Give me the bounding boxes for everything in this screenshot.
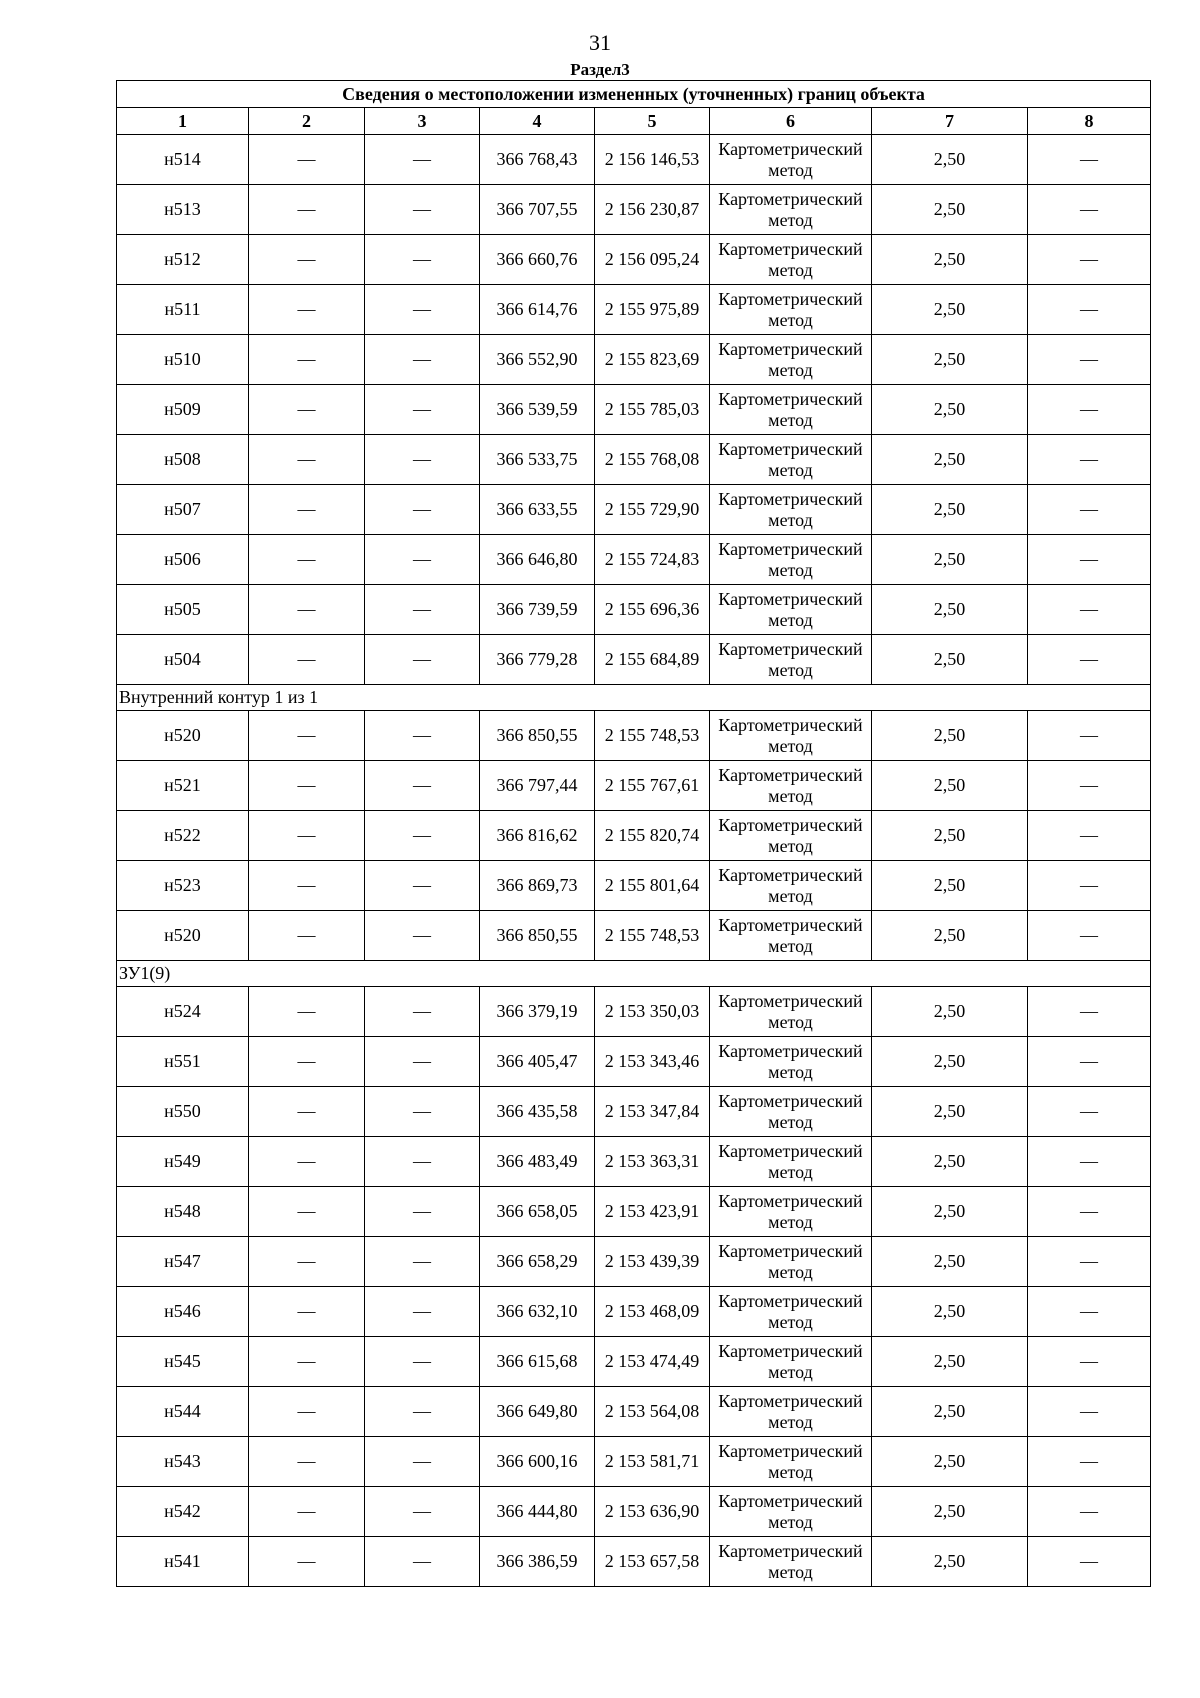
col8-cell: — [1028, 535, 1151, 585]
y-coordinate-cell: 2 153 423,91 [595, 1187, 710, 1237]
col2-cell: — [249, 1487, 365, 1537]
group-header-row [117, 961, 1151, 987]
method-cell: Картометрический метод [710, 185, 872, 235]
column-header: 7 [872, 108, 1028, 135]
page-number: 31 [589, 30, 611, 55]
table-row [117, 987, 1151, 1037]
method-cell: Картометрический метод [710, 285, 872, 335]
table-row [117, 1387, 1151, 1437]
accuracy-cell: 2,50 [872, 861, 1028, 911]
col3-cell: — [365, 335, 480, 385]
y-coordinate-cell: 2 153 363,31 [595, 1137, 710, 1187]
col8-cell: — [1028, 1437, 1151, 1487]
col2-cell: — [249, 987, 365, 1037]
method-cell: Картометрический метод [710, 911, 872, 961]
point-number-cell: н550 [117, 1087, 249, 1137]
col3-cell: — [365, 485, 480, 535]
x-coordinate-cell: 366 379,19 [480, 987, 595, 1037]
y-coordinate-cell: 2 153 581,71 [595, 1437, 710, 1487]
col3-cell: — [365, 535, 480, 585]
method-cell: Картометрический метод [710, 1437, 872, 1487]
y-coordinate-cell: 2 153 474,49 [595, 1337, 710, 1387]
x-coordinate-cell: 366 739,59 [480, 585, 595, 635]
col8-cell: — [1028, 135, 1151, 185]
table-caption: Сведения о местоположении измененных (уточненных) границ объекта [117, 81, 1151, 108]
col2-cell: — [249, 335, 365, 385]
accuracy-cell: 2,50 [872, 1537, 1028, 1587]
x-coordinate-cell: 366 850,55 [480, 711, 595, 761]
col8-cell: — [1028, 285, 1151, 335]
col8-cell: — [1028, 1387, 1151, 1437]
col3-cell: — [365, 635, 480, 685]
point-number-cell: н504 [117, 635, 249, 685]
table-row [117, 1487, 1151, 1537]
column-header: 5 [595, 108, 710, 135]
point-number-cell: н512 [117, 235, 249, 285]
accuracy-cell: 2,50 [872, 1037, 1028, 1087]
table-row [117, 1087, 1151, 1137]
method-cell: Картометрический метод [710, 1037, 872, 1087]
x-coordinate-cell: 366 707,55 [480, 185, 595, 235]
col3-cell: — [365, 1337, 480, 1387]
col2-cell: — [249, 1087, 365, 1137]
x-coordinate-cell: 366 435,58 [480, 1087, 595, 1137]
accuracy-cell: 2,50 [872, 635, 1028, 685]
x-coordinate-cell: 366 850,55 [480, 911, 595, 961]
table-row [117, 135, 1151, 185]
table-row [117, 1237, 1151, 1287]
method-cell: Картометрический метод [710, 535, 872, 585]
table-row [117, 861, 1151, 911]
table-row [117, 911, 1151, 961]
col2-cell: — [249, 1037, 365, 1087]
table-row [117, 635, 1151, 685]
col2-cell: — [249, 385, 365, 435]
table-row [117, 1437, 1151, 1487]
col2-cell: — [249, 185, 365, 235]
col8-cell: — [1028, 435, 1151, 485]
method-cell: Картометрический метод [710, 1337, 872, 1387]
group-header-row [117, 685, 1151, 711]
col8-cell: — [1028, 1237, 1151, 1287]
group-label: Внутренний контур 1 из 1 [117, 685, 1151, 711]
point-number-cell: н508 [117, 435, 249, 485]
y-coordinate-cell: 2 155 748,53 [595, 711, 710, 761]
col3-cell: — [365, 585, 480, 635]
accuracy-cell: 2,50 [872, 585, 1028, 635]
x-coordinate-cell: 366 552,90 [480, 335, 595, 385]
col3-cell: — [365, 711, 480, 761]
y-coordinate-cell: 2 155 820,74 [595, 811, 710, 861]
method-cell: Картометрический метод [710, 811, 872, 861]
method-cell: Картометрический метод [710, 1287, 872, 1337]
col3-cell: — [365, 185, 480, 235]
col8-cell: — [1028, 485, 1151, 535]
accuracy-cell: 2,50 [872, 1237, 1028, 1287]
table-row [117, 1287, 1151, 1337]
col3-cell: — [365, 911, 480, 961]
accuracy-cell: 2,50 [872, 1287, 1028, 1337]
point-number-cell: н510 [117, 335, 249, 385]
col3-cell: — [365, 1237, 480, 1287]
col2-cell: — [249, 711, 365, 761]
col3-cell: — [365, 761, 480, 811]
col8-cell: — [1028, 1187, 1151, 1237]
point-number-cell: н551 [117, 1037, 249, 1087]
y-coordinate-cell: 2 155 801,64 [595, 861, 710, 911]
col8-cell: — [1028, 761, 1151, 811]
col3-cell: — [365, 1437, 480, 1487]
method-cell: Картометрический метод [710, 1087, 872, 1137]
col3-cell: — [365, 1287, 480, 1337]
method-cell: Картометрический метод [710, 485, 872, 535]
x-coordinate-cell: 366 600,16 [480, 1437, 595, 1487]
col3-cell: — [365, 811, 480, 861]
method-cell: Картометрический метод [710, 711, 872, 761]
accuracy-cell: 2,50 [872, 1337, 1028, 1387]
point-number-cell: н506 [117, 535, 249, 585]
col2-cell: — [249, 1237, 365, 1287]
x-coordinate-cell: 366 444,80 [480, 1487, 595, 1537]
point-number-cell: н546 [117, 1287, 249, 1337]
column-header: 2 [249, 108, 365, 135]
accuracy-cell: 2,50 [872, 485, 1028, 535]
col2-cell: — [249, 1337, 365, 1387]
y-coordinate-cell: 2 156 230,87 [595, 185, 710, 235]
col3-cell: — [365, 1187, 480, 1237]
method-cell: Картометрический метод [710, 235, 872, 285]
method-cell: Картометрический метод [710, 1537, 872, 1587]
point-number-cell: н545 [117, 1337, 249, 1387]
point-number-cell: н514 [117, 135, 249, 185]
col8-cell: — [1028, 1137, 1151, 1187]
col8-cell: — [1028, 1487, 1151, 1537]
y-coordinate-cell: 2 155 684,89 [595, 635, 710, 685]
col2-cell: — [249, 435, 365, 485]
accuracy-cell: 2,50 [872, 335, 1028, 385]
column-header: 1 [117, 108, 249, 135]
col8-cell: — [1028, 1287, 1151, 1337]
method-cell: Картометрический метод [710, 861, 872, 911]
col2-cell: — [249, 811, 365, 861]
point-number-cell: н543 [117, 1437, 249, 1487]
table-row [117, 1337, 1151, 1387]
col3-cell: — [365, 987, 480, 1037]
col8-cell: — [1028, 335, 1151, 385]
table-row [117, 1187, 1151, 1237]
col8-cell: — [1028, 635, 1151, 685]
y-coordinate-cell: 2 153 564,08 [595, 1387, 710, 1437]
table-row [117, 385, 1151, 435]
method-cell: Картометрический метод [710, 135, 872, 185]
col3-cell: — [365, 861, 480, 911]
point-number-cell: н520 [117, 711, 249, 761]
accuracy-cell: 2,50 [872, 1137, 1028, 1187]
accuracy-cell: 2,50 [872, 811, 1028, 861]
y-coordinate-cell: 2 153 347,84 [595, 1087, 710, 1137]
boundary-table [116, 80, 1151, 1587]
y-coordinate-cell: 2 153 636,90 [595, 1487, 710, 1537]
accuracy-cell: 2,50 [872, 185, 1028, 235]
method-cell: Картометрический метод [710, 1387, 872, 1437]
col2-cell: — [249, 235, 365, 285]
accuracy-cell: 2,50 [872, 1487, 1028, 1537]
y-coordinate-cell: 2 155 823,69 [595, 335, 710, 385]
method-cell: Картометрический метод [710, 385, 872, 435]
col2-cell: — [249, 1287, 365, 1337]
table-row [117, 185, 1151, 235]
method-cell: Картометрический метод [710, 335, 872, 385]
y-coordinate-cell: 2 153 468,09 [595, 1287, 710, 1337]
y-coordinate-cell: 2 156 095,24 [595, 235, 710, 285]
y-coordinate-cell: 2 155 729,90 [595, 485, 710, 535]
col8-cell: — [1028, 987, 1151, 1037]
col8-cell: — [1028, 185, 1151, 235]
col2-cell: — [249, 1137, 365, 1187]
y-coordinate-cell: 2 155 696,36 [595, 585, 710, 635]
table-row [117, 811, 1151, 861]
y-coordinate-cell: 2 156 146,53 [595, 135, 710, 185]
col2-cell: — [249, 1537, 365, 1587]
accuracy-cell: 2,50 [872, 911, 1028, 961]
method-cell: Картометрический метод [710, 635, 872, 685]
accuracy-cell: 2,50 [872, 987, 1028, 1037]
column-header: 8 [1028, 108, 1151, 135]
col2-cell: — [249, 1437, 365, 1487]
y-coordinate-cell: 2 153 343,46 [595, 1037, 710, 1087]
accuracy-cell: 2,50 [872, 435, 1028, 485]
x-coordinate-cell: 366 539,59 [480, 385, 595, 435]
x-coordinate-cell: 366 386,59 [480, 1537, 595, 1587]
column-header: 4 [480, 108, 595, 135]
col3-cell: — [365, 1087, 480, 1137]
accuracy-cell: 2,50 [872, 1437, 1028, 1487]
x-coordinate-cell: 366 632,10 [480, 1287, 595, 1337]
col8-cell: — [1028, 235, 1151, 285]
x-coordinate-cell: 366 614,76 [480, 285, 595, 335]
table-row [117, 335, 1151, 385]
table-row [117, 535, 1151, 585]
group-label: ЗУ1(9) [117, 961, 1151, 987]
col8-cell: — [1028, 1537, 1151, 1587]
table-row [117, 435, 1151, 485]
accuracy-cell: 2,50 [872, 1087, 1028, 1137]
x-coordinate-cell: 366 660,76 [480, 235, 595, 285]
col8-cell: — [1028, 385, 1151, 435]
point-number-cell: н505 [117, 585, 249, 635]
col8-cell: — [1028, 811, 1151, 861]
accuracy-cell: 2,50 [872, 135, 1028, 185]
accuracy-cell: 2,50 [872, 385, 1028, 435]
x-coordinate-cell: 366 646,80 [480, 535, 595, 585]
y-coordinate-cell: 2 153 657,58 [595, 1537, 710, 1587]
col8-cell: — [1028, 861, 1151, 911]
table-caption-row [117, 81, 1151, 108]
col3-cell: — [365, 1487, 480, 1537]
col3-cell: — [365, 1387, 480, 1437]
col2-cell: — [249, 535, 365, 585]
col8-cell: — [1028, 911, 1151, 961]
col3-cell: — [365, 235, 480, 285]
table-row [117, 235, 1151, 285]
table-row [117, 761, 1151, 811]
column-header: 6 [710, 108, 872, 135]
point-number-cell: н520 [117, 911, 249, 961]
col3-cell: — [365, 285, 480, 335]
y-coordinate-cell: 2 155 975,89 [595, 285, 710, 335]
col3-cell: — [365, 1537, 480, 1587]
point-number-cell: н542 [117, 1487, 249, 1537]
method-cell: Картометрический метод [710, 1137, 872, 1187]
point-number-cell: н511 [117, 285, 249, 335]
point-number-cell: н521 [117, 761, 249, 811]
col3-cell: — [365, 135, 480, 185]
col8-cell: — [1028, 1087, 1151, 1137]
point-number-cell: н524 [117, 987, 249, 1037]
section-title: Раздел3 [570, 60, 630, 79]
method-cell: Картометрический метод [710, 585, 872, 635]
col2-cell: — [249, 911, 365, 961]
point-number-cell: н509 [117, 385, 249, 435]
table-row [117, 585, 1151, 635]
col8-cell: — [1028, 711, 1151, 761]
point-number-cell: н549 [117, 1137, 249, 1187]
accuracy-cell: 2,50 [872, 711, 1028, 761]
col2-cell: — [249, 135, 365, 185]
x-coordinate-cell: 366 658,29 [480, 1237, 595, 1287]
x-coordinate-cell: 366 797,44 [480, 761, 595, 811]
y-coordinate-cell: 2 155 724,83 [595, 535, 710, 585]
table-row [117, 1037, 1151, 1087]
col8-cell: — [1028, 1037, 1151, 1087]
x-coordinate-cell: 366 615,68 [480, 1337, 595, 1387]
method-cell: Картометрический метод [710, 435, 872, 485]
y-coordinate-cell: 2 155 785,03 [595, 385, 710, 435]
y-coordinate-cell: 2 155 748,53 [595, 911, 710, 961]
table-row [117, 485, 1151, 535]
col2-cell: — [249, 635, 365, 685]
x-coordinate-cell: 366 768,43 [480, 135, 595, 185]
point-number-cell: н523 [117, 861, 249, 911]
col3-cell: — [365, 385, 480, 435]
accuracy-cell: 2,50 [872, 1187, 1028, 1237]
method-cell: Картометрический метод [710, 1187, 872, 1237]
accuracy-cell: 2,50 [872, 235, 1028, 285]
x-coordinate-cell: 366 483,49 [480, 1137, 595, 1187]
y-coordinate-cell: 2 153 350,03 [595, 987, 710, 1037]
table-row [117, 1537, 1151, 1587]
col2-cell: — [249, 485, 365, 535]
x-coordinate-cell: 366 633,55 [480, 485, 595, 535]
col2-cell: — [249, 1387, 365, 1437]
x-coordinate-cell: 366 405,47 [480, 1037, 595, 1087]
method-cell: Картометрический метод [710, 1237, 872, 1287]
x-coordinate-cell: 366 779,28 [480, 635, 595, 685]
col2-cell: — [249, 285, 365, 335]
accuracy-cell: 2,50 [872, 761, 1028, 811]
y-coordinate-cell: 2 155 768,08 [595, 435, 710, 485]
col2-cell: — [249, 761, 365, 811]
col2-cell: — [249, 1187, 365, 1237]
x-coordinate-cell: 366 816,62 [480, 811, 595, 861]
method-cell: Картометрический метод [710, 987, 872, 1037]
y-coordinate-cell: 2 155 767,61 [595, 761, 710, 811]
point-number-cell: н541 [117, 1537, 249, 1587]
point-number-cell: н544 [117, 1387, 249, 1437]
col8-cell: — [1028, 585, 1151, 635]
point-number-cell: н548 [117, 1187, 249, 1237]
x-coordinate-cell: 366 869,73 [480, 861, 595, 911]
point-number-cell: н547 [117, 1237, 249, 1287]
accuracy-cell: 2,50 [872, 1387, 1028, 1437]
column-number-row [117, 108, 1151, 135]
col2-cell: — [249, 585, 365, 635]
point-number-cell: н522 [117, 811, 249, 861]
col2-cell: — [249, 861, 365, 911]
table-row [117, 711, 1151, 761]
col3-cell: — [365, 1137, 480, 1187]
y-coordinate-cell: 2 153 439,39 [595, 1237, 710, 1287]
x-coordinate-cell: 366 533,75 [480, 435, 595, 485]
accuracy-cell: 2,50 [872, 285, 1028, 335]
x-coordinate-cell: 366 658,05 [480, 1187, 595, 1237]
column-header: 3 [365, 108, 480, 135]
table-row [117, 285, 1151, 335]
x-coordinate-cell: 366 649,80 [480, 1387, 595, 1437]
accuracy-cell: 2,50 [872, 535, 1028, 585]
method-cell: Картометрический метод [710, 761, 872, 811]
col3-cell: — [365, 435, 480, 485]
table-row [117, 1137, 1151, 1187]
col3-cell: — [365, 1037, 480, 1087]
col8-cell: — [1028, 1337, 1151, 1387]
point-number-cell: н507 [117, 485, 249, 535]
point-number-cell: н513 [117, 185, 249, 235]
method-cell: Картометрический метод [710, 1487, 872, 1537]
